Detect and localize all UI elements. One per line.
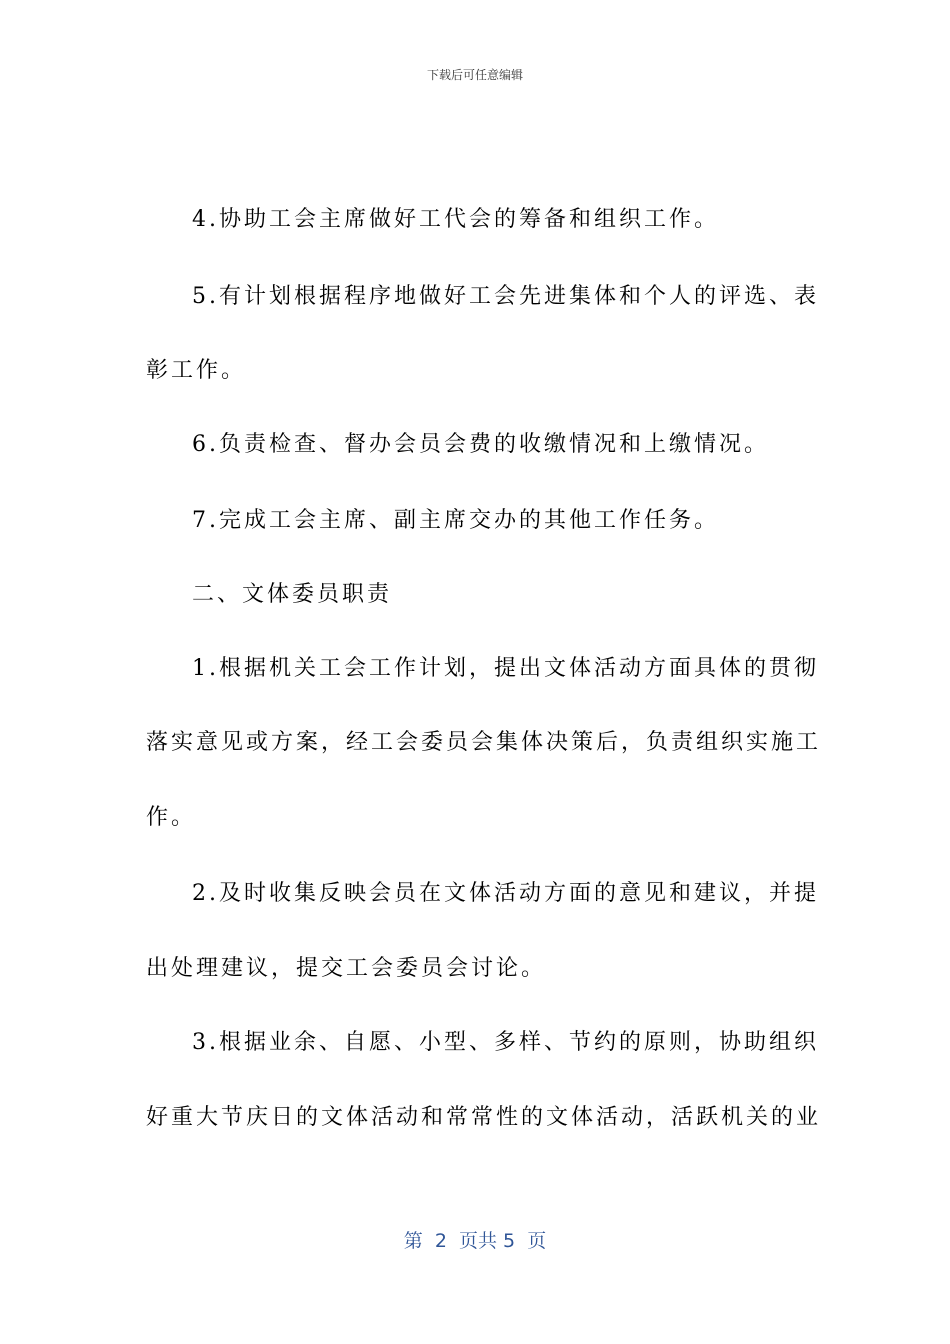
paragraph-line: 2.及时收集反映会员在文体活动方面的意见和建议，并提 (192, 881, 819, 906)
paragraph-line: 1.根据机关工会工作计划，提出文体活动方面具体的贯彻 (192, 656, 819, 681)
page-number-footer: 第 2 页共 5 页 (403, 1230, 547, 1252)
paragraph-line: 5.有计划根据程序地做好工会先进集体和个人的评选、表 (192, 284, 819, 309)
paragraph-line: 好重大节庆日的文体活动和常常性的文体活动，活跃机关的业 (146, 1105, 822, 1130)
paragraph-line: 彰工作。 (146, 358, 247, 383)
paragraph-line: 落实意见或方案，经工会委员会集体决策后，负责组织实施工 (146, 730, 822, 755)
paragraph-line: 作。 (146, 805, 197, 830)
paragraph-line: 4.协助工会主席做好工代会的筹备和组织工作。 (192, 207, 719, 232)
paragraph-line: 7.完成工会主席、副主席交办的其他工作任务。 (192, 508, 719, 533)
paragraph-line: 3.根据业余、自愿、小型、多样、节约的原则，协助组织 (192, 1030, 819, 1055)
section-heading: 二、文体委员职责 (192, 582, 393, 607)
page-header-note: 下载后可任意编辑 (426, 68, 523, 82)
paragraph-line: 6.负责检查、督办会员会费的收缴情况和上缴情况。 (192, 432, 769, 457)
paragraph-line: 出处理建议，提交工会委员会讨论。 (146, 956, 547, 981)
